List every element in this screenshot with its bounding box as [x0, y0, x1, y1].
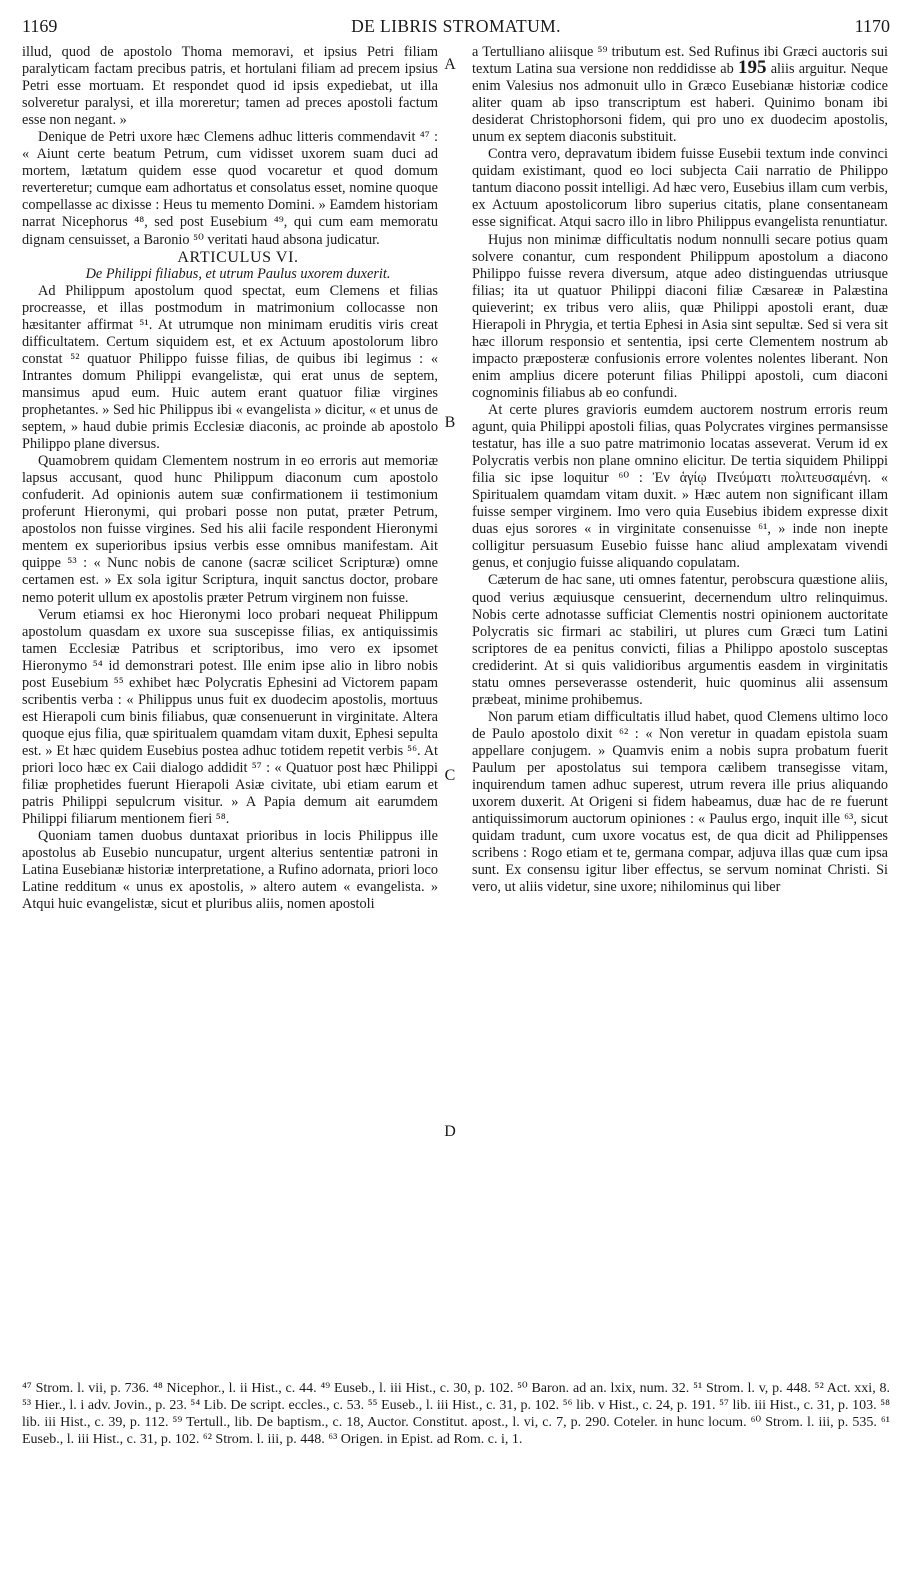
paragraph: Cæterum de hac sane, uti omnes fatentur, perobscura quæstione aliis, quod verius æquiusque censuerint, decernendum ultro relinquimus. Nobis certe adnotasse sufficiat Clementis nostri opinionem auctoritate Polycratis sic firmari ac stabiliri, ut plures cum Græci tum Latini scriptores de ea penitus convicti, filias a Philippo apostolo susceptas crediderint. At si quis validioribus argumentis easdem in virginitatis statu omnes perseverasse ostenderit, huic quominus alii assensum præbeat, minime prohibemus. — [472, 572, 888, 708]
paragraph: Non parum etiam difficultatis illud habet, quod Clemens ultimo loco de Paulo apostolo dixit ⁶² : « Non veretur in quadam epistola suam appellare conjugem. » Quamvis enim a nobis supra probatum fuerit Paulum per apostolatus sui tempora cælibem transegisse vitam, inquirendum tamen adhuc superest, utrum revera ille prius aliquando uxorem duxerit. At Origeni si fidem habeamus, duæ hac de re fuerunt antiquissimorum auctorum opiniones : « Paulus ergo, inquit ille ⁶³, sicut quidam tradunt, cum uxore vocatus est, de qua dicit ad Philippenses scribens : Rogo etiam et te, germana compar, adjuva illas quæ cum ipsa sunt. Ex consensu igitur liber effectus, se servum nominat Christi. Si vero, ut aliis videtur, sine uxore; nihilominus qui liber — [472, 708, 888, 896]
right-page-number: 1170 — [854, 16, 890, 36]
footnote-divider — [22, 1375, 890, 1376]
margin-letter-a: A — [444, 56, 456, 73]
footnotes — [22, 1380, 890, 1448]
left-page-number: 1169 — [22, 16, 58, 36]
margin-letter-d: D — [444, 1123, 456, 1140]
right-column — [472, 44, 888, 896]
inline-page-number: 195 — [738, 57, 767, 79]
paragraph: Quamobrem quidam Clementem nostrum in eo erroris aut memoriæ lapsus accusant, quod hunc Philippum diaconum cum apostolo confuderit. Ad opinionis autem suæ confirmationem ii testimonium proferunt Hieronymi, qui probari posse non putat, præter Petrum, apostolos non fuisse virgines. Sed his alii facile respondent Hieronymi mentem ex superioribus ipsius verbis esse omnibus manifestam. Ait quippe ⁵³ : « Nunc nobis de canone (sacræ scilicet Scripturæ) omne certamen est. » Ex sola igitur Scriptura, inquit sanctus doctor, probare nemo poterit ullum ex apostolis præter Petrum virginem non fuisse. — [22, 453, 438, 606]
paragraph: Ad Philippum apostolum quod spectat, eum Clemens et filias procreasse, et illas postmodum in matrimonium collocasse non hæsitanter affirmat ⁵¹. At utrumque non minimam eruditis viris creat difficultatem. Certum siquidem est, et ex Actuum apostolorum libro constat ⁵² quatuor Philippo fuisse filias, de quibus ibi legimus : « Intrantes domum Philippi evangelistæ, qui erat unus de septem, mansimus apud eum. Huic autem erant quatuor filiæ virgines prophetantes. » Sed hic Philippus ibi « evangelista » dicitur, « et unus de septem, » haud dubie primis Ecclesiæ diaconis, ac proinde ab apostolo Philippo plane diversus. — [22, 282, 438, 453]
running-head — [22, 16, 890, 42]
paragraph: Hujus non minimæ difficultatis nodum nonnulli secare potius quam solvere conantur, cum respondent Philippum apostolum a diacono Philippo fuisse revera diversum, atque adeo distinguendas utriusque filias; ita ut quatuor Philippi diaconi filiæ Cæsareæ in Palæstina quieverint; ex tribus vero aliis, quæ Philippi apostoli erant, duæ Hierapoli in Phrygia, et tertia Ephesi in Asia sint sepultæ. Sed si vera sit hæc illorum responsio et sententia, ipsi certe Clementem nostrum ab impacto præposteræ confusionis errore volentes nolentes liberant. Non enim amplius dicere poterunt filias Philippi apostoli, cum diaconi cognominis filiabus ab eo confundi. — [472, 231, 888, 401]
paragraph-text: a Tertulliano aliisque ⁵⁹ tributum est. Sed Rufinus ibi Græci auctoris sui textum Latina sua versione non reddidisse ab — [472, 44, 888, 78]
footnote-text: ⁴⁷ Strom. l. vii, p. 736. ⁴⁸ Nicephor., l. ii Hist., c. 44. ⁴⁹ Euseb., l. iii Hist., c. 30, p. 102. ⁵⁰ Baron. ad an. lxix, num. 32. ⁵¹ Strom. l. v, p. 448. ⁵² Act. xxi, 8. ⁵³ Hier., l. i adv. Jovin., p. 23. ⁵⁴ Lib. De script. eccles., c. 53. ⁵⁵ Euseb., l. iii Hist., c. 31, p. 102. ⁵⁶ lib. v Hist., c. 24, p. 191. ⁵⁷ lib. iii Hist., c. 31, p. 103. ⁵⁸ lib. iii Hist., c. 39, p. 112. ⁵⁹ Tertull., lib. De baptism., c. 18, Auctor. Constitut. apost., l. vi, c. 7, p. 290. Coteler. in hunc locum. ⁶⁰ Strom. l. iii, p. 535. ⁶¹ Euseb., l. iii Hist., c. 31, p. 102. ⁶² Strom. l. iii, p. 448. ⁶³ Origen. in Epist. ad Rom. c. i, 1. — [22, 1381, 890, 1447]
left-column — [22, 44, 438, 913]
running-title: DE LIBRIS STROMATUM. — [351, 16, 561, 36]
margin-letter-c: C — [444, 767, 456, 784]
paragraph: At certe plures gravioris eumdem auctorem nostrum erroris reum agunt, quia Philippi apostoli filias, quas Polycrates virgines permansisse testatur, has ille a suo patre matrimonio locatas asseverat. Verum id ex Polycratis verbis non plane omnino elicitur. De tertia siquidem Philippi filia sic ipse loquitur ⁶⁰ : Ἐν ἁγίῳ Πνεύματι πολιτευσαμένη. « Spiritualem quamdam vitam duxit. » Hæc autem non significant illam fuisse semper virginem. Imo vero quia Eusebius ibidem expresse dixit duas ejus sorores « in virginitate consenuisse ⁶¹, » inde non inepte colligitur persuasum Eusebio fuisse hanc aliud amplexatam vivendi genus, et conjugio fuisse aliquando copulatam. — [472, 401, 888, 572]
article-heading: ARTICULUS VI. — [177, 248, 299, 266]
paragraph: Denique de Petri uxore hæc Clemens adhuc litteris commendavit ⁴⁷ : « Aiunt certe beatum Petrum, cum vidisset uxorem suam duci ad mortem, lætatum quidem esse quod vocaretur et quod domum reverteretur; cumque eam adhortatus et consolatus esset, nomine quoque compellasse ac dixisse : Heus tu memento Domini. » Eamdem historiam narrat Nicephorus ⁴⁸, sed post Eusebium ⁴⁹, qui cum eam memoratu dignam censuisset, a Baronio ⁵⁰ veritati haud absona judicatur. — [22, 129, 438, 248]
margin-letter-b: B — [444, 414, 456, 431]
paragraph-text: aliis arguitur. Neque enim Valesius nos admonuit ullo in Græco Eusebianæ historiæ codice aliter quam ab ipso transcriptum est haberi. Quinimo bonam ibi desiderat Christophorsoni fidem, qui pro uno ex duodecim apostolis, unum ex septem diaconis substituit. — [472, 61, 889, 146]
paragraph: Contra vero, depravatum ibidem fuisse Eusebii textum inde convinci quidam existimant, quod eo loci subjecta Caii narratio de Philippo tantum diacono possit intelligi. Ad hæc vero, Eusebius illam cum verbis, ex Actuum apostolicorum libro superius citatis, plane consentaneam esse significat. Atqui sacro illo in libro Philippus evangelista renuntiatur. — [472, 146, 888, 231]
paragraph: illud, quod de apostolo Thoma memoravi, et ipsius Petri filiam paralyticam factam precibus patris, et hortulani filiam ad precem ipsius Petri esse mortuam. Et respondet quod id ipsis expediebat, ut illa solveretur paralysi, et illa moreretur; tamen ad preces apostoli factum esse non negant. » — [22, 44, 438, 129]
paragraph: Quoniam tamen duobus duntaxat prioribus in locis Philippus ille apostolus ab Eusebio nuncupatur, urgent alterius sententiæ patroni in Latina Eusebianæ historiæ interpretatione, a Rufino adornata, priori loco Latine redditum « unus ex apostolis, » altero autem « evangelista. » Atqui huic evangelistæ, sicut et pluribus aliis, nomen apostoli — [22, 828, 438, 913]
paragraph — [472, 44, 888, 146]
article-subheading: De Philippi filiabus, et utrum Paulus uxorem duxerit. — [85, 265, 391, 282]
paragraph: Verum etiamsi ex hoc Hieronymi loco probari nequeat Philippum apostolum quasdam ex uxore sua suscepisse filias, ex antiquissimis tamen Ecclesiæ Patribus et scriptoribus, imo vero ex ipsomet Hieronymo ⁵⁴ id demonstrari potest. Ille enim ipse alio in libro nobis post Eusebium ⁵⁵ exhibet hæc Polycratis Ephesini ad Victorem papam scribentis verba : « Philippus unus fuit ex duodecim apostolis, mortuus est Hierapoli cum binis filiabus, quæ consenuerunt in virginitate. Altera quoque ejus filia, quæ spiritualem quamdam vitam duxit, Ephesi sepulta est. » Et hæc quidem Eusebius postea adhuc totidem repetit verbis ⁵⁶. At priori loco hæc ex Caii dialogo addidit ⁵⁷ : « Quatuor post hæc Philippi filiæ prophetides fuerunt Hierapoli Asiæ civitate, ubi etiam earum et patris Philippi sepulcrum visitur. » A Papia demum ait earumdem Philippi filiarum mentionem fieri ⁵⁸. — [22, 606, 438, 828]
